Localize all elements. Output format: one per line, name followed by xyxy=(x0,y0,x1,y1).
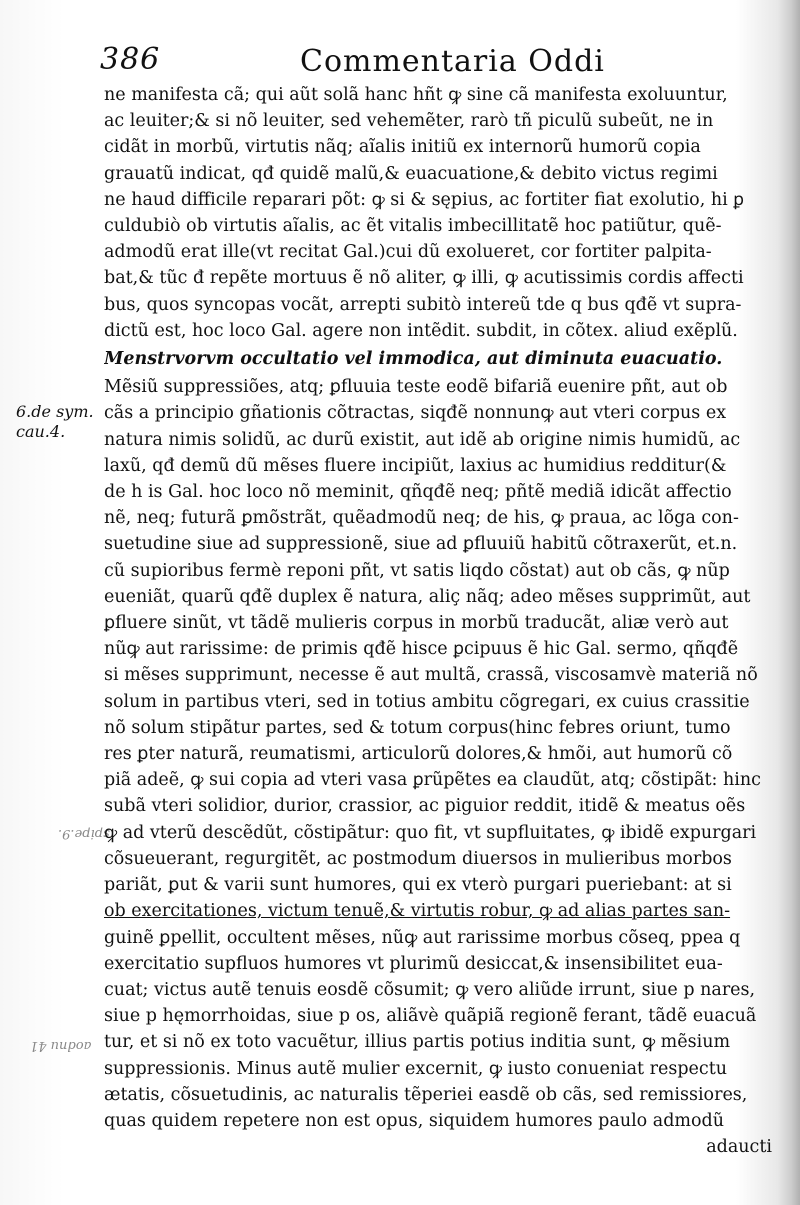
text-line: suppressionis. Minus autẽ mulier excernit, ꝙ iusto conueniat respectu xyxy=(104,1058,728,1079)
text-line: de h is Gal. hoc loco nõ meminit, qñqđẽ neq; pñtẽ mediã idicãt affectio xyxy=(104,482,732,503)
text-line: ꝙ ad vterũ descẽdũt, cõstipãtur: quo fit, vt supfluitates, ꝙ ibidẽ expurgari xyxy=(104,822,757,843)
text-line: cõsueuerant, regurgitẽt, ac postmodum diuersos in mulieribus morbos xyxy=(104,848,732,869)
text-line: ætatis, cõsuetudinis, ac naturalis tẽperiei easdẽ ob cãs, sed remissiores, xyxy=(104,1084,748,1105)
margin-bleedthrough-note: aodnu 41 xyxy=(30,1038,92,1053)
text-line: siue p hęmorrhoidas, siue p os, aliãvè quãpiã regionẽ ferant, tãdẽ euacuã xyxy=(104,1006,757,1027)
text-line-underlined: ob exercitationes, victum tenuẽ,& virtutis robur, ꝙ ad alias partes san- xyxy=(104,901,731,922)
text-line: si mẽses supprimunt, necesse ẽ aut multã, crassã, viscosamvè materiã nõ xyxy=(104,665,758,686)
section-heading: Menstrvorvm occultatio vel immodica, aut diminuta euacuatio. xyxy=(104,349,723,370)
text-line: quas quidem repetere non est opus, siquidem humores paulo admodũ xyxy=(104,1110,725,1131)
text-line: exercitatio supfluos humores vt plurimũ desiccat,& insensibilitet eua- xyxy=(104,953,723,974)
text-line: nõ solum stipãtur partes, sed & totum corpus(hinc febres oriunt, tumo xyxy=(104,717,731,738)
margin-note-line: 6.de sym. xyxy=(16,402,94,421)
text-line: grauatũ indicat, qđ quidẽ malũ,& euacuatione,& debito victus regimi xyxy=(104,163,718,184)
text-line: eueniãt, quarũ qđẽ duplex ẽ natura, aliç nãq; adeo mẽses supprimũt, aut xyxy=(104,586,751,607)
text-line: cãs a principio gñationis cõtractas, siqđẽ nonnunꝙ aut vteri corpus ex xyxy=(104,403,727,424)
text-line: Mẽsiũ suppressiões, atq; ꝑfluuia teste eodẽ bifariã euenire pñt, aut ob xyxy=(104,377,728,398)
margin-note-reference xyxy=(16,402,94,442)
text-line: piã adeẽ, ꝙ sui copia ad vteri vasa ꝑrũpẽtes ea claudũt, atq; cõstipãt: hinc xyxy=(104,770,761,791)
text-line: natura nimis solidũ, ac durũ existit, aut idẽ ab origine nimis humidũ, ac xyxy=(104,429,741,450)
text-line: ne manifesta cã; qui aũt solã hanc hñt ꝙ sine cã manifesta exoluuntur, xyxy=(104,85,728,105)
text-line: solum in partibus vteri, sed in totius ambitu cõgregari, ex cuius crassitie xyxy=(104,691,750,712)
text-line: cũ supioribus fermè reponi pñt, vt satis liqdo cõstat) aut ob cãs, ꝙ nũp xyxy=(104,560,730,581)
text-line: cidãt in morbũ, virtutis nãq; aĩalis initiũ ex internorũ humorũ copia xyxy=(104,137,701,158)
text-line: ne haud difficile reparari põt: ꝙ si & sępius, ac fortiter fiat exolutio, hi ꝑ xyxy=(104,189,745,210)
page-number: 386 xyxy=(100,42,161,77)
text-line: bat,& tũc đ repẽte mortuus ẽ nõ aliter, ꝙ illi, ꝙ acutissimis cordis affecti xyxy=(104,268,744,289)
text-line: guinẽ ꝑpellit, occultent mẽses, nũꝙ aut rarissime morbus cõseq, ppea q xyxy=(104,927,741,948)
text-line: dictũ est, hoc loco Gal. agere non intẽdit. subdit, in cõtex. aliud exẽplũ. xyxy=(104,320,738,341)
text-line: subã vteri solidior, durior, crassior, ac piguior reddit, itidẽ & meatus oẽs xyxy=(104,796,746,817)
page-edge-shadow xyxy=(778,0,800,1205)
body-text xyxy=(104,82,772,1160)
margin-bleedthrough-note: spipe.9. xyxy=(58,826,110,841)
running-title: Commentaria Oddi xyxy=(300,44,605,79)
text-line: res ꝑter naturã, reumatismi, articulorũ dolores,& hmõi, aut humorũ cõ xyxy=(104,744,733,765)
text-line: bus, quos syncopas vocãt, arrepti subitò intereũ tde q bus qđẽ vt supra- xyxy=(104,294,742,315)
text-line: suetudine siue ad suppressionẽ, siue ad ꝑfluuiũ habitũ cõtraxerũt, et.n. xyxy=(104,534,738,555)
text-line: admodũ erat ille(vt recitat Gal.)cui dũ exolueret, cor fortiter palpita- xyxy=(104,242,712,263)
text-line: nẽ, neq; futurã ꝑmõstrãt, quẽadmodũ neq; de his, ꝙ praua, ac lõga con- xyxy=(104,508,739,529)
text-line: nũꝙ aut rarissime: de primis qđẽ hisce ꝑcipuus ẽ hic Gal. sermo, qñqđẽ xyxy=(104,639,739,660)
text-line: cuat; victus autẽ tenuis eosdẽ cõsumit; ꝙ vero aliũde irrunt, siue p nares, xyxy=(104,979,756,1000)
text-line: pariãt, ꝑut & varii sunt humores, qui ex vterò purgari pueriebant: at si xyxy=(104,875,732,896)
margin-note-line: cau.4. xyxy=(16,422,66,441)
text-line: tur, et si nõ ex toto vacuẽtur, illius partis potius inditia sunt, ꝙ mẽsium xyxy=(104,1032,731,1053)
text-line: ac leuiter;& si nõ leuiter, sed vehemẽter, rarò tñ piculũ subeũt, ne in xyxy=(104,111,714,132)
text-line: culdubiò ob virtutis aĩalis, ac ẽt vitalis imbecillitatẽ hoc patiũtur, quẽ- xyxy=(104,216,722,237)
text-line: laxũ, qđ demũ dũ mẽses fluere incipiũt, laxius ac humidius redditur(& xyxy=(104,455,727,476)
catchword: adaucti xyxy=(706,1137,772,1158)
text-line: ꝑfluere sinũt, vt tãdẽ mulieris corpus in morbũ traducãt, aliæ verò aut xyxy=(104,613,729,634)
